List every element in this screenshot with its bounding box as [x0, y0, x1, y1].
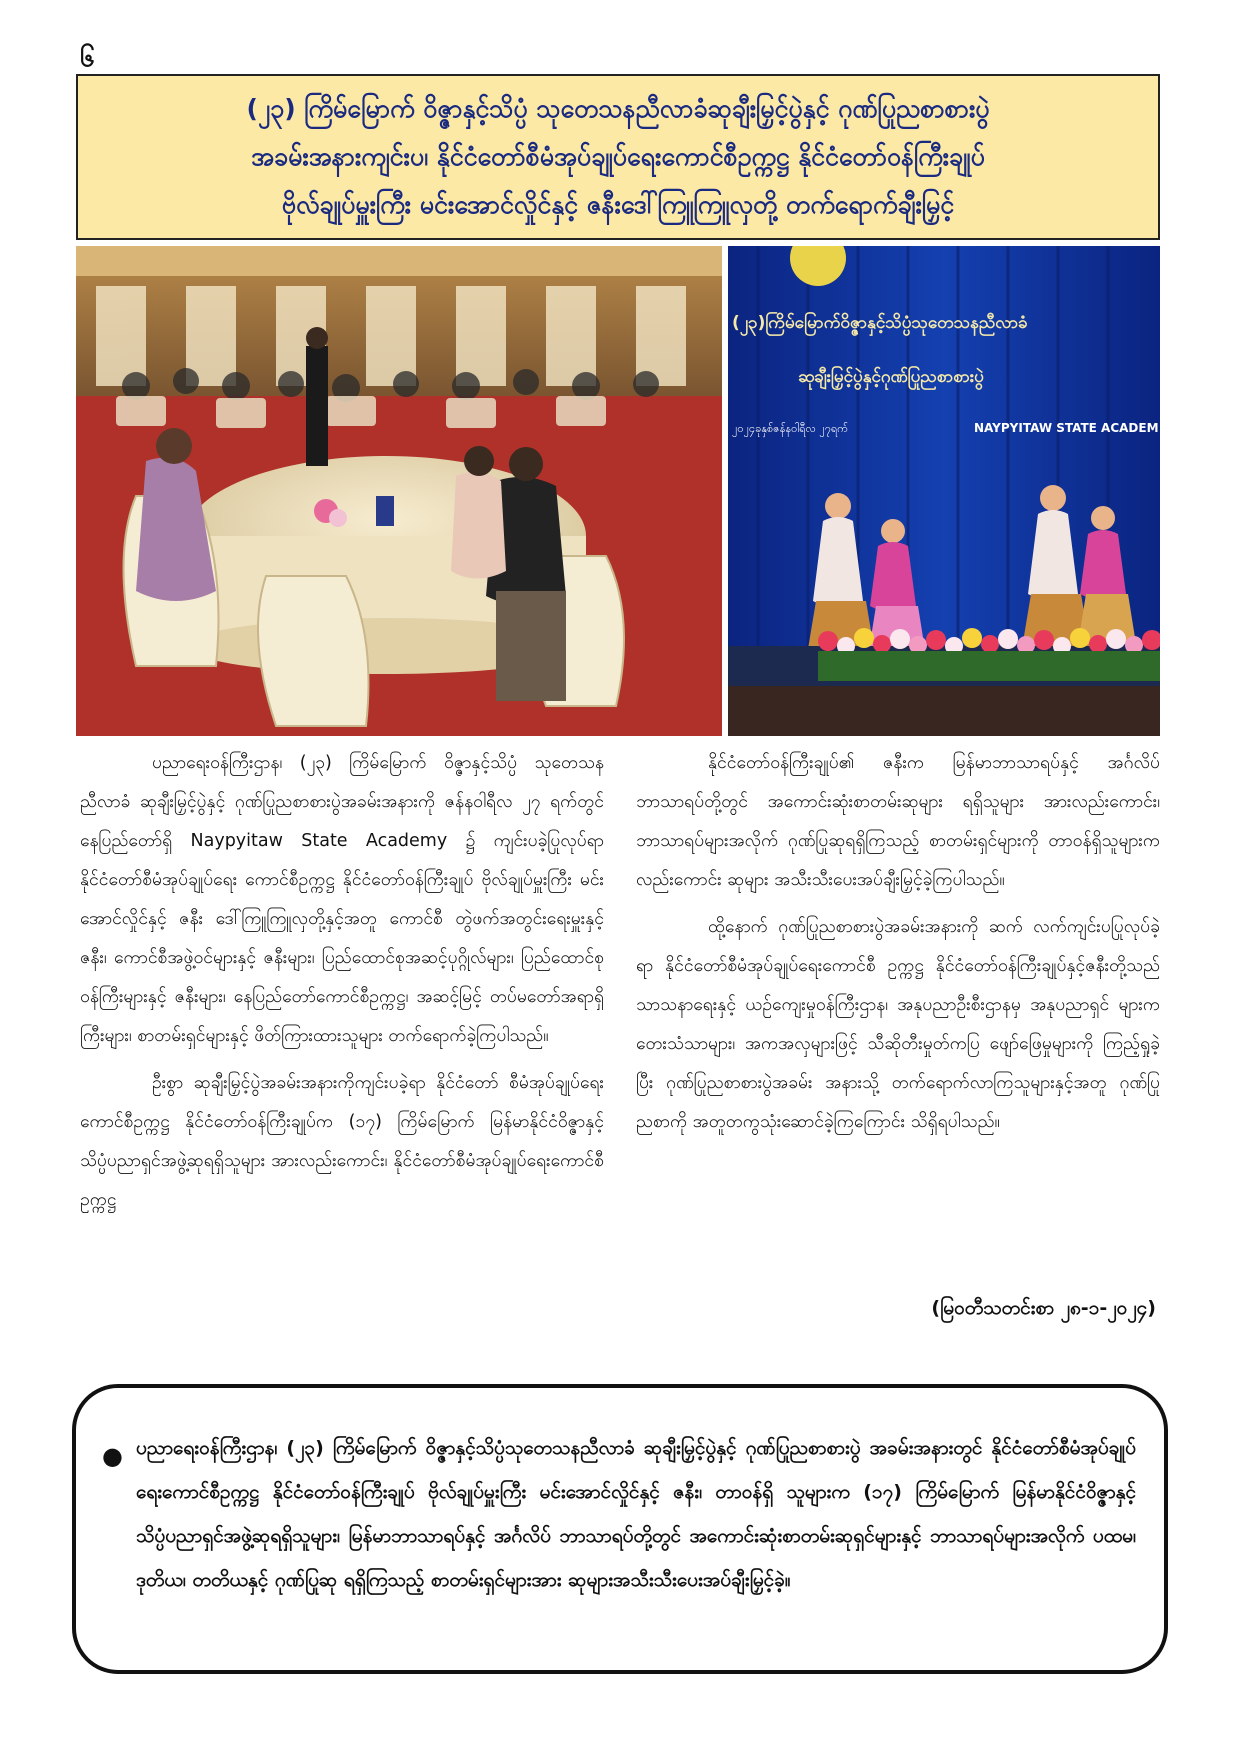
- summary-text: ပညာရေးဝန်ကြီးဌာန၊ (၂၃) ကြိမ်မြောက် ဝိဇ္ဇာနှင့်သိပ္ပံသုတေသနညီလာခံ ဆုချီးမြှင့်ပွဲနှင့် ဂုဏ်ပြုညစာစားပွဲ အခမ်းအနားတွင် နိုင်ငံတော်စီမံအုပ်ချုပ်ရေးကောင်စီဥက္ကဋ္ဌ နိုင်ငံတော်ဝန်ကြီးချုပ် ဗိုလ်ချုပ်မှူးကြီး မင်းအောင်လှိုင်နှင့် ဇနီး၊ တာဝန်ရှိ သူများက (၁၇) ကြိမ်မြောက် မြန်မာနိုင်ငံဝိဇ္ဇာနှင့်သိပ္ပံပညာရှင်အဖွဲ့ဆုရရှိသူများ၊ မြန်မာဘာသာရပ်နှင့် အင်္ဂလိပ် ဘာသာရပ်တို့တွင် အကောင်းဆုံးစာတမ်းဆုရှင်များနှင့် ဘာသာရပ်များအလိုက် ပထမ၊ ဒုတိယ၊ တတိယနှင့် ဂုဏ်ပြုဆု ရရှိကြသည့် စာတမ်းရှင်များအား ဆုများအသီးသီးပေးအပ်ချီးမြှင့်ခဲ့။: [136, 1437, 1136, 1591]
- banner-title-line-1: (၂၃)ကြိမ်မြောက်ဝိဇ္ဇာနှင့်သိပ္ပံသုတေသနညီလာခံ: [732, 313, 1028, 333]
- summary-box: [72, 1384, 1168, 1674]
- bullet-icon: ●: [102, 1442, 123, 1470]
- article-paragraph: ပညာရေးဝန်ကြီးဌာန၊ (၂၃) ကြိမ်မြောက် ဝိဇ္ဇာနှင့်သိပ္ပံ သုတေသနညီလာခံ ဆုချီးမြှင့်ပွဲနှင့် ဂုဏ်ပြုညစာစားပွဲအခမ်းအနားကို ဇန်နဝါရီလ ၂၇ ရက်တွင် နေပြည်တော်ရှိ Naypyitaw State Academy ၌ ကျင်းပခဲ့ပြုလုပ်ရာ နိုင်ငံတော်စီမံအုပ်ချုပ်ရေး ကောင်စီဥက္ကဋ္ဌ နိုင်ငံတော်ဝန်ကြီးချုပ် ဗိုလ်ချုပ်မှူးကြီး မင်းအောင်လှိုင်နှင့် ဇနီး ဒေါ်ကြူကြူလှတို့နှင့်အတူ ကောင်စီ တွဲဖက်အတွင်းရေးမှူးနှင့် ဇနီး၊ ကောင်စီအဖွဲ့ဝင်များနှင့် ဇနီးများ၊ ပြည်ထောင်စုအဆင့်ပုဂ္ဂိုလ်များ၊ ပြည်ထောင်စုဝန်ကြီးများနှင့် ဇနီးများ၊ နေပြည်တော်ကောင်စီဥက္ကဋ္ဌ၊ အဆင့်မြင့် တပ်မတော်အရာရှိကြီးများ၊ စာတမ်းရှင်များနှင့် ဖိတ်ကြားထားသူများ တက်ရောက်ခဲ့ကြပါသည်။: [80, 753, 604, 1046]
- news-source: (မြဝတီသတင်းစာ ၂၈-၁-၂၀၂၄): [931, 1297, 1156, 1319]
- performance-photo: [728, 246, 1160, 736]
- banquet-photo-illustration: [76, 246, 722, 736]
- article-column-right: [636, 744, 1160, 1142]
- banner-title-line-2: ဆုချီးမြှင့်ပွဲနှင့်ဂုဏ်ပြုညစာစားပွဲ: [798, 367, 984, 387]
- performance-photo-illustration: [728, 246, 1160, 736]
- headline-line-2: အခမ်းအနားကျင်းပ၊ နိုင်ငံတော်စီမံအုပ်ချုပ်ရေးကောင်စီဥက္ကဋ္ဌ နိုင်ငံတော်ဝန်ကြီးချုပ်: [251, 142, 985, 171]
- banner-venue: NAYPYITAW STATE ACADEM: [974, 421, 1159, 435]
- article-paragraph: ဦးစွာ ဆုချီးမြှင့်ပွဲအခမ်းအနားကိုကျင်းပခဲ့ရာ နိုင်ငံတော် စီမံအုပ်ချုပ်ရေးကောင်စီဥက္ကဋ္ဌ နိုင်ငံတော်ဝန်ကြီးချုပ်က (၁၇) ကြိမ်မြောက် မြန်မာနိုင်ငံဝိဇ္ဇာနှင့်သိပ္ပံပညာရှင်အဖွဲ့ဆုရရှိသူများ အားလည်းကောင်း၊ နိုင်ငံတော်စီမံအုပ်ချုပ်ရေးကောင်စီဥက္ကဋ္ဌ: [80, 1073, 604, 1210]
- article-column-left: [80, 744, 604, 1220]
- article-paragraph: နိုင်ငံတော်ဝန်ကြီးချုပ်၏ ဇနီးက မြန်မာဘာသာရပ်နှင့် အင်္ဂလိပ် ဘာသာရပ်တို့တွင် အကောင်းဆုံးစာတမ်းဆုများ ရရှိသူများ အားလည်းကောင်း၊ ဘာသာရပ်များအလိုက် ဂုဏ်ပြုဆုရရှိကြသည့် စာတမ်းရှင်များကို တာဝန်ရှိသူများကလည်းကောင်း ဆုများ အသီးသီးပေးအပ်ချီးမြှင့်ခဲ့ကြပါသည်။: [636, 753, 1160, 890]
- page-number: ၆: [80, 43, 95, 73]
- article-paragraph: ထို့နောက် ဂုဏ်ပြုညစာစားပွဲအခမ်းအနားကို ဆက် လက်ကျင်းပပြုလုပ်ခဲ့ရာ နိုင်ငံတော်စီမံအုပ်ချုပ်ရေးကောင်စီ ဥက္ကဋ္ဌ နိုင်ငံတော်ဝန်ကြီးချုပ်နှင့်ဇနီးတို့သည် သာသနာရေးနှင့် ယဉ်ကျေးမှုဝန်ကြီးဌာန၊ အနုပညာဦးစီးဌာနမှ အနုပညာရှင် များက တေးသံသာများ၊ အကအလှများဖြင့် သီဆိုတီးမှုတ်ကပြ ဖျော်ဖြေမှုများကို ကြည့်ရှုခဲ့ပြီး ဂုဏ်ပြုညစာစားပွဲအခမ်း အနားသို့ တက်ရောက်လာကြသူများနှင့်အတူ ဂုဏ်ပြုညစာကို အတူတကွသုံးဆောင်ခဲ့ကြကြောင်း သိရှိရပါသည်။: [636, 917, 1160, 1132]
- headline-line-1: (၂၃) ကြိမ်မြောက် ဝိဇ္ဇာနှင့်သိပ္ပံ သုတေသနညီလာခံဆုချီးမြှင့်ပွဲနှင့် ဂုဏ်ပြုညစာစားပွဲ: [246, 94, 990, 123]
- headline-box: [76, 74, 1160, 240]
- banner-date: ၂၀၂၄ခုနှစ်ဇန်နဝါရီလ ၂၇ရက်: [732, 422, 849, 435]
- headline-line-3: ဗိုလ်ချုပ်မှူးကြီး မင်းအောင်လှိုင်နှင့် ဇနီးဒေါ်ကြူကြူလှတို့ တက်ရောက်ချီးမြှင့်: [281, 190, 955, 219]
- banquet-photo: [76, 246, 722, 736]
